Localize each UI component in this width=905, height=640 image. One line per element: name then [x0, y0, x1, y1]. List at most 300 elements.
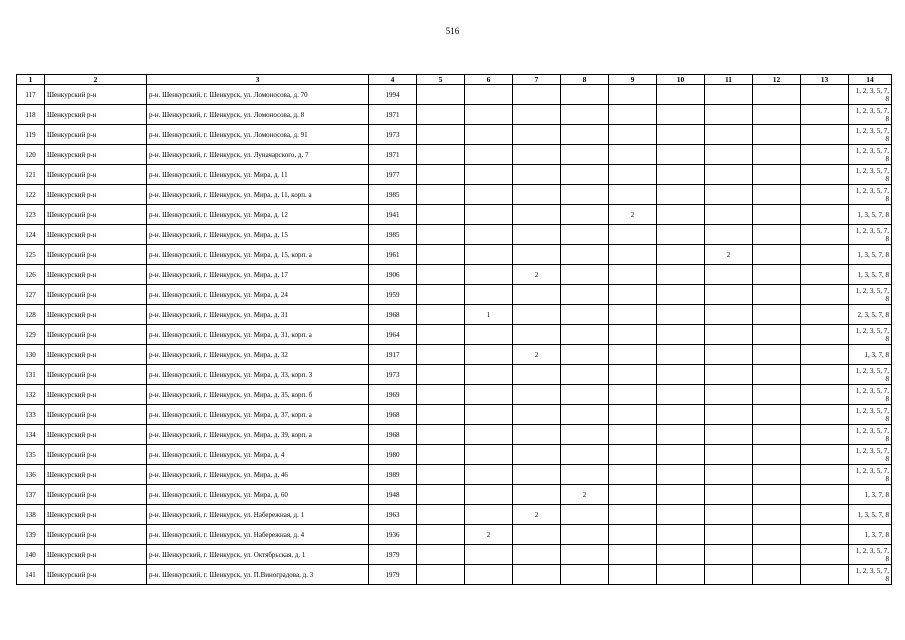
- col8-cell: [561, 205, 609, 225]
- col12-cell: [753, 545, 801, 565]
- col9-cell: [609, 85, 657, 105]
- row-number: 122: [17, 185, 45, 205]
- col11-cell: [705, 105, 753, 125]
- district-cell: Шенкурский р-н: [45, 385, 147, 405]
- year-cell: 1906: [369, 265, 417, 285]
- col10-cell: [657, 205, 705, 225]
- col8-cell: [561, 525, 609, 545]
- address-cell: р-н. Шенкурский, г. Шенкурск, ул. Мира, д. 31, корп. а: [147, 325, 369, 345]
- column-header: 2: [45, 75, 147, 85]
- table-row: [17, 345, 892, 365]
- codes-cell: 1, 3, 7, 8: [849, 345, 892, 365]
- col11-cell: [705, 125, 753, 145]
- col11-cell: [705, 365, 753, 385]
- col7-cell: [513, 365, 561, 385]
- codes-cell: 1, 3, 7, 8: [849, 485, 892, 505]
- address-cell: р-н. Шенкурский, г. Шенкурск, ул. Мира, д. 31: [147, 305, 369, 325]
- codes-cell: 1, 2, 3, 5, 7, 8: [849, 125, 892, 145]
- col11-cell: [705, 545, 753, 565]
- col11-cell: [705, 405, 753, 425]
- row-number: 132: [17, 385, 45, 405]
- col6-cell: [465, 105, 513, 125]
- col12-cell: [753, 205, 801, 225]
- codes-cell: 1, 2, 3, 5, 7, 8: [849, 105, 892, 125]
- col13-cell: [801, 485, 849, 505]
- col5-cell: [417, 385, 465, 405]
- address-cell: р-н. Шенкурский, г. Шенкурск, ул. Мира, д. 15: [147, 225, 369, 245]
- row-number: 130: [17, 345, 45, 365]
- col5-cell: [417, 525, 465, 545]
- col13-cell: [801, 225, 849, 245]
- year-cell: 1979: [369, 545, 417, 565]
- address-cell: р-н. Шенкурский, г. Шенкурск, ул. Мира, д. 11: [147, 165, 369, 185]
- col13-cell: [801, 205, 849, 225]
- col8-cell: [561, 405, 609, 425]
- col12-cell: [753, 305, 801, 325]
- col12-cell: [753, 505, 801, 525]
- table-row: [17, 125, 892, 145]
- col12-cell: [753, 325, 801, 345]
- table-row: [17, 265, 892, 285]
- codes-cell: 1, 2, 3, 5, 7, 8: [849, 85, 892, 105]
- row-number: 134: [17, 425, 45, 445]
- col6-cell: [465, 245, 513, 265]
- column-header: 7: [513, 75, 561, 85]
- col13-cell: [801, 405, 849, 425]
- year-cell: 1994: [369, 85, 417, 105]
- address-cell: р-н. Шенкурский, г. Шенкурск, ул. Мира, д. 4: [147, 445, 369, 465]
- col11-cell: [705, 285, 753, 305]
- year-cell: 1979: [369, 565, 417, 585]
- col11-cell: [705, 485, 753, 505]
- col11-cell: [705, 145, 753, 165]
- col5-cell: [417, 245, 465, 265]
- table-row: [17, 545, 892, 565]
- col13-cell: [801, 505, 849, 525]
- col5-cell: [417, 545, 465, 565]
- row-number: 136: [17, 465, 45, 485]
- col8-cell: [561, 445, 609, 465]
- col8-cell: [561, 505, 609, 525]
- codes-cell: 1, 2, 3, 5, 7, 8: [849, 145, 892, 165]
- col8-cell: [561, 285, 609, 305]
- col5-cell: [417, 85, 465, 105]
- year-cell: 1948: [369, 485, 417, 505]
- address-cell: р-н. Шенкурский, г. Шенкурск, ул. Мира, д. 37, корп. а: [147, 405, 369, 425]
- col8-cell: [561, 265, 609, 285]
- col7-cell: [513, 305, 561, 325]
- col13-cell: [801, 185, 849, 205]
- col6-cell: [465, 205, 513, 225]
- district-cell: Шенкурский р-н: [45, 265, 147, 285]
- district-cell: Шенкурский р-н: [45, 285, 147, 305]
- col10-cell: [657, 305, 705, 325]
- col13-cell: [801, 305, 849, 325]
- col6-cell: 1: [465, 305, 513, 325]
- col11-cell: [705, 85, 753, 105]
- col11-cell: [705, 185, 753, 205]
- year-cell: 1961: [369, 245, 417, 265]
- col9-cell: [609, 185, 657, 205]
- table-row: [17, 425, 892, 445]
- row-number: 135: [17, 445, 45, 465]
- table-row: [17, 185, 892, 205]
- col10-cell: [657, 245, 705, 265]
- col7-cell: [513, 325, 561, 345]
- col5-cell: [417, 465, 465, 485]
- col7-cell: [513, 385, 561, 405]
- col8-cell: [561, 245, 609, 265]
- year-cell: 1977: [369, 165, 417, 185]
- col5-cell: [417, 365, 465, 385]
- column-header: 12: [753, 75, 801, 85]
- table-row: [17, 385, 892, 405]
- col10-cell: [657, 365, 705, 385]
- col13-cell: [801, 565, 849, 585]
- col5-cell: [417, 325, 465, 345]
- year-cell: 1971: [369, 105, 417, 125]
- codes-cell: 1, 2, 3, 5, 7, 8: [849, 545, 892, 565]
- col10-cell: [657, 105, 705, 125]
- year-cell: 1964: [369, 325, 417, 345]
- col5-cell: [417, 445, 465, 465]
- col10-cell: [657, 545, 705, 565]
- col6-cell: 2: [465, 525, 513, 545]
- col11-cell: [705, 345, 753, 365]
- col12-cell: [753, 185, 801, 205]
- row-number: 140: [17, 545, 45, 565]
- column-header: 13: [801, 75, 849, 85]
- header-row: [17, 75, 892, 85]
- col12-cell: [753, 565, 801, 585]
- col11-cell: [705, 325, 753, 345]
- codes-cell: 1, 2, 3, 5, 7, 8: [849, 465, 892, 485]
- col9-cell: [609, 485, 657, 505]
- year-cell: 1973: [369, 365, 417, 385]
- col8-cell: [561, 105, 609, 125]
- col12-cell: [753, 345, 801, 365]
- housing-register-table: [16, 74, 892, 585]
- col8-cell: [561, 565, 609, 585]
- col11-cell: [705, 225, 753, 245]
- col6-cell: [465, 385, 513, 405]
- col9-cell: [609, 165, 657, 185]
- codes-cell: 1, 2, 3, 5, 7, 8: [849, 565, 892, 585]
- col5-cell: [417, 265, 465, 285]
- year-cell: 1985: [369, 225, 417, 245]
- address-cell: р-н. Шенкурский, г. Шенкурск, ул. Мира, д. 15, корп. а: [147, 245, 369, 265]
- district-cell: Шенкурский р-н: [45, 85, 147, 105]
- col5-cell: [417, 405, 465, 425]
- col8-cell: 2: [561, 485, 609, 505]
- col9-cell: [609, 365, 657, 385]
- col9-cell: [609, 345, 657, 365]
- col8-cell: [561, 125, 609, 145]
- col8-cell: [561, 185, 609, 205]
- codes-cell: 1, 2, 3, 5, 7, 8: [849, 365, 892, 385]
- col6-cell: [465, 485, 513, 505]
- col13-cell: [801, 165, 849, 185]
- row-number: 127: [17, 285, 45, 305]
- column-header: 9: [609, 75, 657, 85]
- table-row: [17, 245, 892, 265]
- year-cell: 1968: [369, 305, 417, 325]
- col6-cell: [465, 325, 513, 345]
- table-row: [17, 365, 892, 385]
- codes-cell: 1, 3, 5, 7, 8: [849, 265, 892, 285]
- address-cell: р-н. Шенкурский, г. Шенкурск, ул. Мира, д. 39, корп. а: [147, 425, 369, 445]
- table-row: [17, 85, 892, 105]
- row-number: 118: [17, 105, 45, 125]
- col7-cell: 2: [513, 345, 561, 365]
- col8-cell: [561, 145, 609, 165]
- page-number: 516: [445, 26, 460, 36]
- col12-cell: [753, 485, 801, 505]
- district-cell: Шенкурский р-н: [45, 165, 147, 185]
- year-cell: 1941: [369, 205, 417, 225]
- year-cell: 1969: [369, 385, 417, 405]
- district-cell: Шенкурский р-н: [45, 245, 147, 265]
- address-cell: р-н. Шенкурский, г. Шенкурск, ул. Мира, д. 12: [147, 205, 369, 225]
- codes-cell: 1, 2, 3, 5, 7, 8: [849, 225, 892, 245]
- column-header: 10: [657, 75, 705, 85]
- col6-cell: [465, 545, 513, 565]
- col6-cell: [465, 565, 513, 585]
- address-cell: р-н. Шенкурский, г. Шенкурск, ул. П.Виноградова, д. 3: [147, 565, 369, 585]
- codes-cell: 1, 2, 3, 5, 7, 8: [849, 425, 892, 445]
- year-cell: 1963: [369, 505, 417, 525]
- col8-cell: [561, 545, 609, 565]
- column-header: 5: [417, 75, 465, 85]
- table-row: [17, 505, 892, 525]
- col12-cell: [753, 385, 801, 405]
- district-cell: Шенкурский р-н: [45, 345, 147, 365]
- col5-cell: [417, 565, 465, 585]
- col6-cell: [465, 165, 513, 185]
- table-row: [17, 305, 892, 325]
- col6-cell: [465, 445, 513, 465]
- col8-cell: [561, 425, 609, 445]
- row-number: 120: [17, 145, 45, 165]
- row-number: 129: [17, 325, 45, 345]
- col12-cell: [753, 145, 801, 165]
- col5-cell: [417, 205, 465, 225]
- district-cell: Шенкурский р-н: [45, 325, 147, 345]
- col6-cell: [465, 505, 513, 525]
- col11-cell: [705, 525, 753, 545]
- address-cell: р-н. Шенкурский, г. Шенкурск, ул. Мира, д. 46: [147, 465, 369, 485]
- col10-cell: [657, 425, 705, 445]
- address-cell: р-н. Шенкурский, г. Шенкурск, ул. Мира, д. 33, корп. 3: [147, 365, 369, 385]
- row-number: 138: [17, 505, 45, 525]
- row-number: 123: [17, 205, 45, 225]
- col9-cell: [609, 305, 657, 325]
- col5-cell: [417, 345, 465, 365]
- district-cell: Шенкурский р-н: [45, 565, 147, 585]
- col12-cell: [753, 125, 801, 145]
- col5-cell: [417, 285, 465, 305]
- year-cell: 1980: [369, 445, 417, 465]
- col6-cell: [465, 345, 513, 365]
- col13-cell: [801, 85, 849, 105]
- row-number: 133: [17, 405, 45, 425]
- address-cell: р-н. Шенкурский, г. Шенкурск, ул. Ломоносова, д. 91: [147, 125, 369, 145]
- codes-cell: 1, 2, 3, 5, 7, 8: [849, 165, 892, 185]
- col11-cell: [705, 385, 753, 405]
- col8-cell: [561, 225, 609, 245]
- col13-cell: [801, 545, 849, 565]
- col13-cell: [801, 105, 849, 125]
- col12-cell: [753, 285, 801, 305]
- col13-cell: [801, 125, 849, 145]
- col12-cell: [753, 85, 801, 105]
- col12-cell: [753, 245, 801, 265]
- district-cell: Шенкурский р-н: [45, 485, 147, 505]
- district-cell: Шенкурский р-н: [45, 185, 147, 205]
- col7-cell: [513, 125, 561, 145]
- district-cell: Шенкурский р-н: [45, 405, 147, 425]
- table-body: [17, 85, 892, 585]
- col12-cell: [753, 165, 801, 185]
- col13-cell: [801, 245, 849, 265]
- address-cell: р-н. Шенкурский, г. Шенкурск, ул. Ломоносова, д. 8: [147, 105, 369, 125]
- col10-cell: [657, 465, 705, 485]
- col9-cell: [609, 145, 657, 165]
- col6-cell: [465, 265, 513, 285]
- col11-cell: [705, 265, 753, 285]
- col12-cell: [753, 225, 801, 245]
- col6-cell: [465, 405, 513, 425]
- col13-cell: [801, 345, 849, 365]
- col7-cell: [513, 145, 561, 165]
- address-cell: р-н. Шенкурский, г. Шенкурск, ул. Мира, д. 24: [147, 285, 369, 305]
- table-row: [17, 285, 892, 305]
- column-header: 1: [17, 75, 45, 85]
- col13-cell: [801, 325, 849, 345]
- year-cell: 1985: [369, 185, 417, 205]
- column-header: 3: [147, 75, 369, 85]
- column-header: 14: [849, 75, 892, 85]
- district-cell: Шенкурский р-н: [45, 425, 147, 445]
- col9-cell: [609, 405, 657, 425]
- col7-cell: 2: [513, 265, 561, 285]
- col7-cell: [513, 545, 561, 565]
- col8-cell: [561, 345, 609, 365]
- col10-cell: [657, 145, 705, 165]
- col10-cell: [657, 225, 705, 245]
- col11-cell: [705, 205, 753, 225]
- row-number: 126: [17, 265, 45, 285]
- codes-cell: 1, 2, 3, 5, 7, 8: [849, 385, 892, 405]
- col12-cell: [753, 445, 801, 465]
- col7-cell: [513, 445, 561, 465]
- col5-cell: [417, 185, 465, 205]
- col6-cell: [465, 125, 513, 145]
- row-number: 131: [17, 365, 45, 385]
- col6-cell: [465, 185, 513, 205]
- table-row: [17, 565, 892, 585]
- year-cell: 1917: [369, 345, 417, 365]
- col7-cell: [513, 405, 561, 425]
- row-number: 119: [17, 125, 45, 145]
- col7-cell: [513, 285, 561, 305]
- district-cell: Шенкурский р-н: [45, 105, 147, 125]
- col9-cell: [609, 465, 657, 485]
- district-cell: Шенкурский р-н: [45, 465, 147, 485]
- col8-cell: [561, 365, 609, 385]
- column-header: 6: [465, 75, 513, 85]
- col7-cell: [513, 465, 561, 485]
- col10-cell: [657, 445, 705, 465]
- year-cell: 1971: [369, 145, 417, 165]
- col13-cell: [801, 265, 849, 285]
- col9-cell: [609, 125, 657, 145]
- col10-cell: [657, 325, 705, 345]
- col7-cell: 2: [513, 505, 561, 525]
- col11-cell: [705, 445, 753, 465]
- table-row: [17, 465, 892, 485]
- col13-cell: [801, 425, 849, 445]
- row-number: 124: [17, 225, 45, 245]
- col9-cell: [609, 525, 657, 545]
- address-cell: р-н. Шенкурский, г. Шенкурск, ул. Набережная, д. 4: [147, 525, 369, 545]
- col10-cell: [657, 185, 705, 205]
- district-cell: Шенкурский р-н: [45, 445, 147, 465]
- col12-cell: [753, 525, 801, 545]
- district-cell: Шенкурский р-н: [45, 125, 147, 145]
- address-cell: р-н. Шенкурский, г. Шенкурск, ул. Ломоносова, д. 70: [147, 85, 369, 105]
- col9-cell: [609, 225, 657, 245]
- col13-cell: [801, 145, 849, 165]
- col12-cell: [753, 405, 801, 425]
- col7-cell: [513, 105, 561, 125]
- col10-cell: [657, 265, 705, 285]
- col5-cell: [417, 425, 465, 445]
- col10-cell: [657, 85, 705, 105]
- col11-cell: [705, 425, 753, 445]
- address-cell: р-н. Шенкурский, г. Шенкурск, ул. Луначарского, д. 7: [147, 145, 369, 165]
- table-row: [17, 225, 892, 245]
- col11-cell: [705, 165, 753, 185]
- col13-cell: [801, 465, 849, 485]
- codes-cell: 1, 3, 5, 7, 8: [849, 505, 892, 525]
- address-cell: р-н. Шенкурский, г. Шенкурск, ул. Мира, д. 32: [147, 345, 369, 365]
- address-cell: р-н. Шенкурский, г. Шенкурск, ул. Набережная, д. 1: [147, 505, 369, 525]
- col7-cell: [513, 525, 561, 545]
- codes-cell: 1, 3, 7, 8: [849, 525, 892, 545]
- table-row: [17, 485, 892, 505]
- column-header: 8: [561, 75, 609, 85]
- col10-cell: [657, 525, 705, 545]
- col6-cell: [465, 465, 513, 485]
- table-row: [17, 445, 892, 465]
- col8-cell: [561, 85, 609, 105]
- address-cell: р-н. Шенкурский, г. Шенкурск, ул. Октябрьская, д. 1: [147, 545, 369, 565]
- col11-cell: [705, 505, 753, 525]
- col9-cell: [609, 385, 657, 405]
- col11-cell: [705, 565, 753, 585]
- table-row: [17, 105, 892, 125]
- table-row: [17, 525, 892, 545]
- row-number: 117: [17, 85, 45, 105]
- district-cell: Шенкурский р-н: [45, 225, 147, 245]
- col9-cell: [609, 325, 657, 345]
- col5-cell: [417, 485, 465, 505]
- col5-cell: [417, 145, 465, 165]
- address-cell: р-н. Шенкурский, г. Шенкурск, ул. Мира, д. 11, корп. а: [147, 185, 369, 205]
- col13-cell: [801, 385, 849, 405]
- year-cell: 1968: [369, 425, 417, 445]
